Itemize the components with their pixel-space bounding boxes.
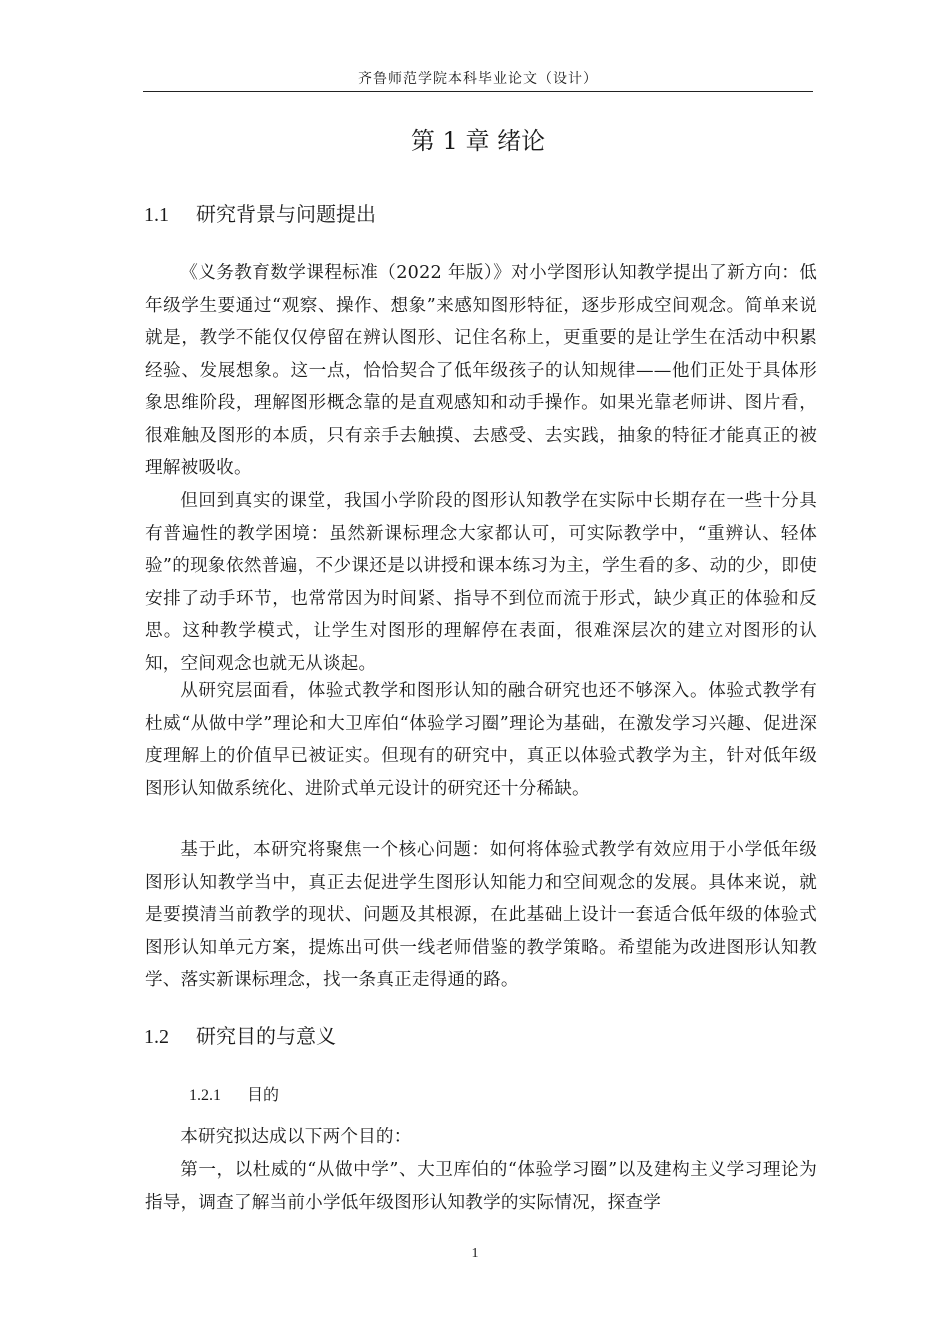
subsection-heading-1-2-1	[189, 1083, 279, 1108]
header-rule	[143, 91, 813, 92]
section-heading-1-1	[144, 200, 376, 229]
paragraph: 第一，以杜威的“从做中学”、大卫库伯的“体验学习圈”以及建构主义学习理论为指导，调查了解当前小学低年级图形认知教学的实际情况，探查学	[145, 1160, 817, 1213]
running-header: 齐鲁师范学院本科毕业论文（设计）	[358, 71, 598, 87]
section-number: 1.1	[144, 204, 169, 226]
section-title: 研究目的与意义	[196, 1024, 336, 1048]
paragraph: 但回到真实的课堂，我国小学阶段的图形认知教学在实际中长期存在一些十分具有普遍性的教学困境：虽然新课标理念大家都认可，可实际教学中，“重辨认、轻体验”的现象依然普遍，不少课还是以讲授和课本练习为主，学生看的多、动的少，即使安排了动手环节，也常常因为时间紧、指导不到位而流于形式，缺少真正的体验和反思。这种教学模式，让学生对图形的理解停在表面，很难深层次的建立对图形的认知，空间观念也就无从谈起。	[145, 491, 817, 674]
section-heading-1-2	[144, 1022, 336, 1051]
paragraph: 基于此，本研究将聚焦一个核心问题：如何将体验式教学有效应用于小学低年级图形认知教学当中，真正去促进学生图形认知能力和空间观念的发展。具体来说，就是要摸清当前教学的现状、问题及其根源，在此基础上设计一套适合低年级的体验式图形认知单元方案，提炼出可供一线老师借鉴的教学策略。希望能为改进图形认知教学、落实新课标理念，找一条真正走得通的路。	[145, 840, 817, 990]
subsection-number: 1.2.1	[189, 1087, 221, 1104]
subsection-title: 目的	[247, 1085, 280, 1104]
paragraph: 《义务教育数学课程标准（2022 年版）》对小学图形认知教学提出了新方向：低年级学生要通过“观察、操作、想象”来感知图形特征，逐步形成空间观念。简单来说就是，教学不能仅仅停留在辨认图形、记住名称上，更重要的是让学生在活动中积累经验、发展想象。这一点，恰恰契合了低年级孩子的认知规律——他们正处于具体形象思维阶段，理解图形概念靠的是直观感知和动手操作。如果光靠老师讲、图片看，很难触及图形的本质，只有亲手去触摸、去感受、去实践，抽象的特征才能真正的被理解被吸收。	[145, 263, 817, 478]
paragraph: 从研究层面看，体验式教学和图形认知的融合研究也还不够深入。体验式教学有杜威“从做中学”理论和大卫库伯“体验学习圈”理论为基础，在激发学习兴趣、促进深度理解上的价值早已被证实。但现有的研究中，真正以体验式教学为主，针对低年级图形认知做系统化、进阶式单元设计的研究还十分稀缺。	[145, 681, 817, 799]
page-number: 1	[471, 1246, 479, 1261]
paragraph: 本研究拟达成以下两个目的：	[180, 1127, 412, 1147]
section-title: 研究背景与问题提出	[196, 202, 376, 226]
section-number: 1.2	[144, 1026, 169, 1048]
chapter-title: 第 1 章 绪论	[410, 127, 546, 155]
